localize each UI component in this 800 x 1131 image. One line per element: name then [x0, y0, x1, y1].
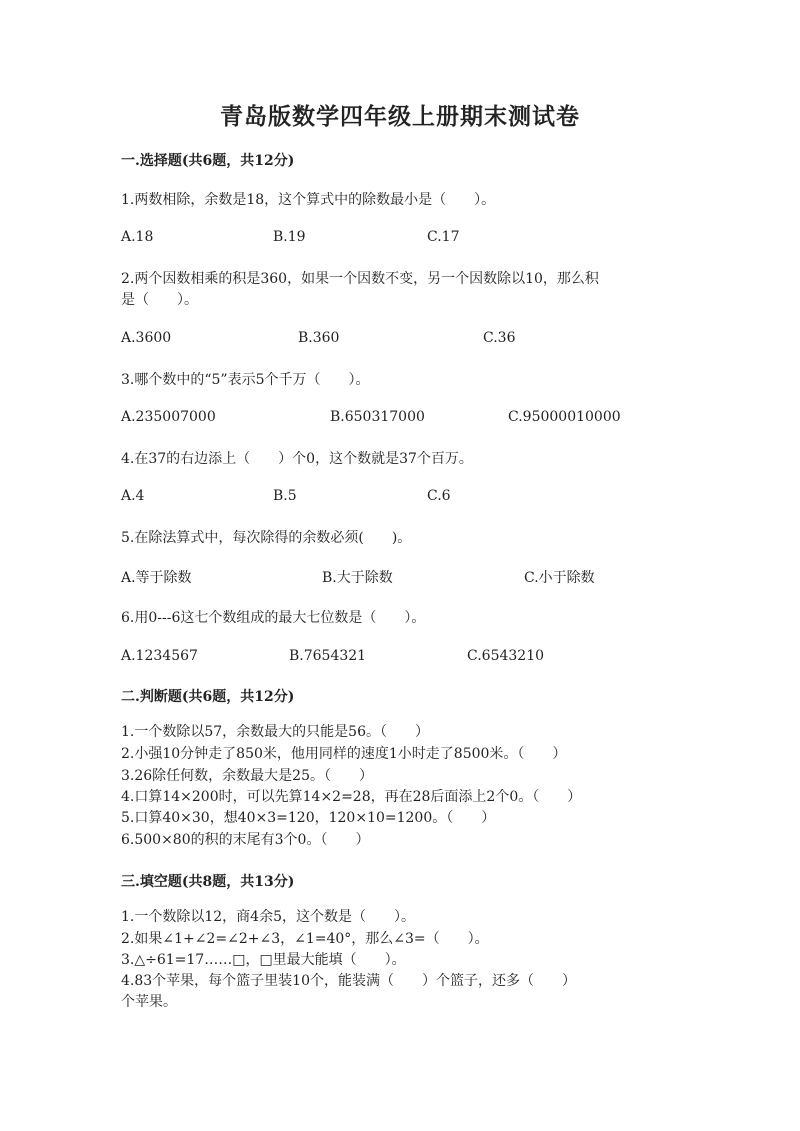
- option-b: B.7654321: [289, 648, 367, 664]
- option-b: B.5: [273, 488, 297, 504]
- fill-item: 1.一个数除以12，商4余5，这个数是（ ）。: [121, 909, 415, 925]
- fill-item: 2.如果∠1+∠2=∠2+∠3，∠1=40°，那么∠3=（ ）。: [121, 931, 489, 947]
- judgement-item: 2.小强10分钟走了850米，他用同样的速度1小时走了8500米。（ ）: [121, 746, 567, 762]
- question-2-line1: 2.两个因数相乘的积是360，如果一个因数不变，另一个因数除以10，那么积: [121, 271, 599, 287]
- option-a: A.18: [121, 229, 154, 245]
- fill-item-continuation: 个苹果。: [121, 994, 177, 1010]
- option-a: A.1234567: [121, 648, 198, 664]
- option-a: A.235007000: [121, 409, 216, 425]
- option-c: C.6: [427, 488, 451, 504]
- option-b: B.大于除数: [322, 570, 393, 586]
- page-title: 青岛版数学四年级上册期末测试卷: [220, 103, 580, 130]
- option-a: A.3600: [121, 330, 172, 346]
- option-b: B.360: [298, 330, 340, 346]
- question-6: 6.用0---6这七个数组成的最大七位数是（ ）。: [121, 610, 426, 626]
- question-5: 5.在除法算式中，每次除得的余数必须( )。: [121, 530, 412, 546]
- judgement-item: 1.一个数除以57，余数最大的只能是56。（ ）: [121, 724, 429, 740]
- question-2-line2: 是（ ）。: [121, 292, 198, 308]
- fill-item: 4.83个苹果，每个篮子里装10个，能装满（ ）个篮子，还多（ ）: [121, 973, 576, 989]
- option-c: C.95000010000: [508, 409, 621, 425]
- question-4: 4.在37的右边添上（ ）个0，这个数就是37个百万。: [121, 451, 473, 467]
- section-heading-choice: 一.选择题(共6题，共12分): [121, 153, 295, 169]
- option-c: C.6543210: [467, 648, 545, 664]
- fill-item: 3.△÷61=17……□，□里最大能填（ ）。: [121, 952, 406, 968]
- question-1: 1.两数相除，余数是18，这个算式中的除数最小是（ ）。: [121, 192, 496, 208]
- option-c: C.小于除数: [524, 570, 595, 586]
- option-c: C.36: [483, 330, 516, 346]
- section-heading-judgement: 二.判断题(共6题，共12分): [121, 689, 295, 705]
- judgement-item: 4.口算14×200时，可以先算14×2=28，再在28后面添上2个0。（ ）: [121, 789, 582, 805]
- question-3: 3.哪个数中的“5”表示5个千万（ ）。: [121, 372, 370, 388]
- option-a: A.等于除数: [121, 570, 192, 586]
- section-heading-fill-blank: 三.填空题(共8题，共13分): [121, 874, 295, 890]
- option-b: B.650317000: [330, 409, 425, 425]
- option-b: B.19: [273, 229, 306, 245]
- option-c: C.17: [427, 229, 460, 245]
- judgement-item: 6.500×80的积的末尾有3个0。（ ）: [121, 832, 370, 848]
- judgement-item: 3.26除任何数，余数最大是25。（ ）: [121, 768, 373, 784]
- judgement-item: 5.口算40×30，想40×3=120，120×10=1200。（ ）: [121, 810, 496, 826]
- option-a: A.4: [121, 488, 145, 504]
